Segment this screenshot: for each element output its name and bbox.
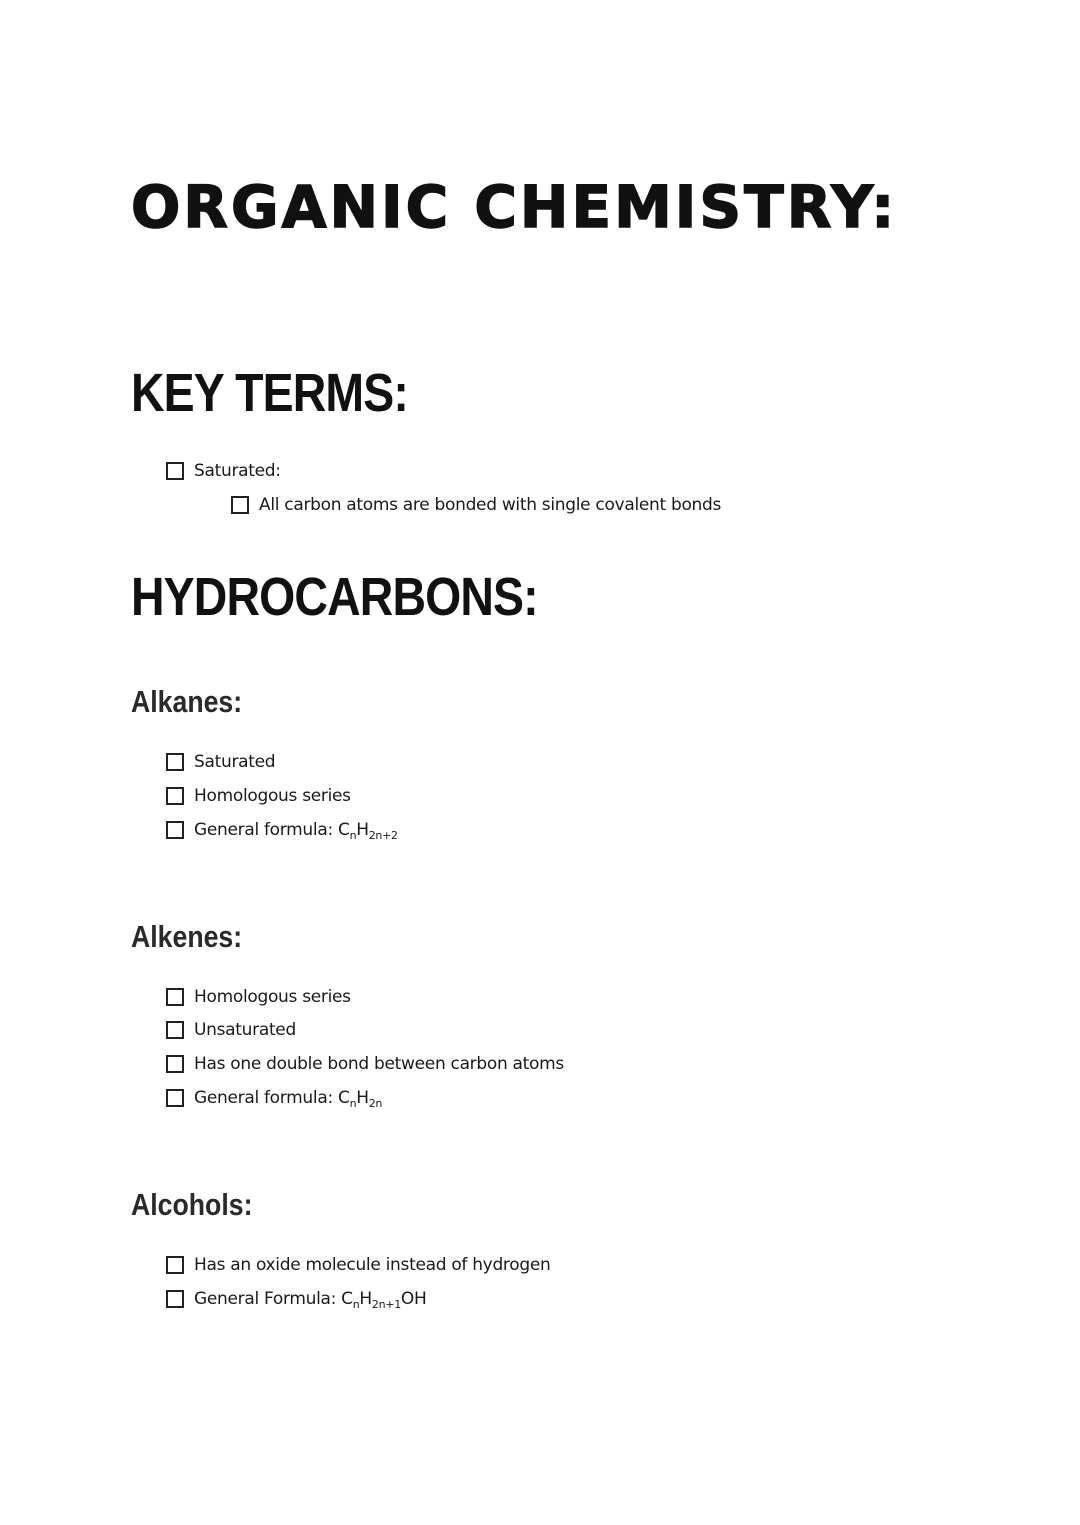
- alkenes-formula-item: [166, 1083, 382, 1113]
- checkbox-icon[interactable]: [166, 1089, 184, 1107]
- hydrocarbons-heading: HYDROCARBONS:: [131, 567, 538, 627]
- checkbox-icon[interactable]: [166, 1021, 184, 1039]
- checkbox-icon[interactable]: [166, 1055, 184, 1073]
- item-label: All carbon atoms are bonded with single covalent bonds: [259, 495, 722, 515]
- alkanes-item: [166, 747, 275, 777]
- item-label: Saturated: [194, 752, 276, 772]
- alkenes-item: [166, 1049, 564, 1079]
- item-label: Has one double bond between carbon atoms: [194, 1054, 564, 1074]
- item-label: Homologous series: [194, 786, 351, 806]
- checkbox-icon[interactable]: [166, 462, 184, 480]
- checkbox-icon[interactable]: [231, 496, 249, 514]
- alcohols-item: [166, 1250, 550, 1280]
- general-formula: General Formula: $C_nH_{2n+1}OH$: [194, 1289, 427, 1311]
- item-label: Has an oxide molecule instead of hydrogen: [194, 1255, 551, 1275]
- item-label: Unsaturated: [194, 1020, 296, 1040]
- alkanes-formula-item: [166, 815, 398, 845]
- key-terms-heading: KEY TERMS:: [131, 363, 408, 423]
- alkanes-heading: Alkanes:: [131, 684, 243, 719]
- checkbox-icon[interactable]: [166, 988, 184, 1006]
- page-title: ORGANIC CHEMISTRY:: [131, 173, 898, 241]
- checkbox-icon[interactable]: [166, 753, 184, 771]
- alcohols-heading: Alcohols:: [131, 1187, 253, 1222]
- checkbox-icon[interactable]: [166, 1256, 184, 1274]
- general-formula: General formula: $C_nH_{2n}$: [194, 1088, 383, 1110]
- checkbox-icon[interactable]: [166, 821, 184, 839]
- alkenes-heading: Alkenes:: [131, 919, 243, 954]
- alcohols-formula-item: [166, 1284, 426, 1314]
- checkbox-icon[interactable]: [166, 1290, 184, 1308]
- general-formula: General formula: $C_nH_{2n+2}$: [194, 820, 398, 842]
- key-terms-item-saturated: [166, 456, 281, 486]
- alkenes-item: [166, 982, 351, 1012]
- alkanes-item: [166, 781, 351, 811]
- key-terms-subitem: [231, 490, 721, 520]
- checkbox-icon[interactable]: [166, 787, 184, 805]
- alkenes-item: [166, 1015, 296, 1045]
- item-label: Homologous series: [194, 987, 351, 1007]
- item-label: Saturated:: [194, 461, 281, 481]
